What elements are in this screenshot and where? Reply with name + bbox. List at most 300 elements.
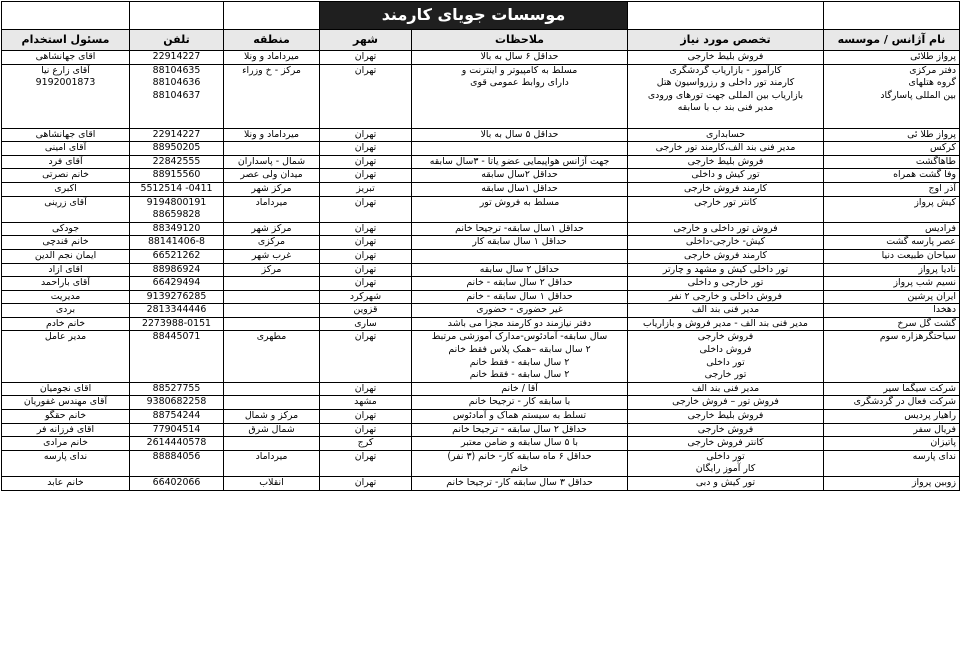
contact-cell <box>2 304 130 318</box>
city-cell <box>320 331 412 382</box>
region-cell <box>224 249 320 263</box>
region-cell <box>224 382 320 396</box>
cell-line: با ۵ سال سابقه و ضامن معتبر <box>461 437 578 449</box>
cell-line <box>827 357 956 370</box>
phone-cell <box>130 236 224 250</box>
cell-line: فریال سفر <box>913 423 956 435</box>
region-cell <box>224 142 320 156</box>
cell-line: تهران <box>354 277 377 289</box>
table-row <box>2 410 960 424</box>
cell-line: طاهاگشت <box>915 155 956 167</box>
cell-line: فروش تور – فروش خارجی <box>672 396 779 408</box>
cell-line: اقای فرزانه فر <box>36 423 95 435</box>
cell-line <box>415 142 624 155</box>
cell-line: مرکزی <box>257 236 286 248</box>
table-row <box>2 290 960 304</box>
cell-line: خانم قندچی <box>42 236 89 248</box>
notes-cell <box>412 155 628 169</box>
notes-cell <box>412 317 628 331</box>
notes-cell <box>412 277 628 291</box>
cell-line: 22914227 <box>152 51 201 62</box>
notes-cell <box>412 437 628 451</box>
cell-line: 2273988-0151 <box>142 317 211 329</box>
cell-line: کانتر فروش خارجی <box>687 437 764 449</box>
cell-line: تور کیش و داخلی <box>691 169 760 181</box>
agency-cell <box>824 304 960 318</box>
cell-line: خانم نصرتی <box>42 169 89 181</box>
cell-line: دفتر مرکزی <box>909 64 956 76</box>
cell-line: گروه هتلهای <box>908 77 956 89</box>
cell-line: حداقل ۲ سال سابقه - ترجیحا خانم <box>452 423 587 435</box>
city-cell <box>320 304 412 318</box>
contact-cell <box>2 236 130 250</box>
phone-cell <box>130 331 224 382</box>
region-cell <box>224 128 320 142</box>
table-row <box>2 477 960 491</box>
cell-line: تهران <box>354 450 377 462</box>
table-row <box>2 51 960 65</box>
city-cell <box>320 169 412 183</box>
table-row <box>2 222 960 236</box>
contact-cell <box>2 128 130 142</box>
cell-line: نسیم شب پرواز <box>893 277 956 289</box>
cell-line: آقا / خانم <box>501 382 538 394</box>
table-row <box>2 396 960 410</box>
cell-line: تهران <box>354 249 377 261</box>
phone-cell <box>130 64 224 128</box>
city-cell <box>320 128 412 142</box>
city-cell <box>320 64 412 128</box>
city-cell <box>320 277 412 291</box>
contact-cell <box>2 410 130 424</box>
cell-line: تسلط به سیستم هماک و آمادئوس <box>452 410 587 422</box>
cell-line: فروش بلیط خارجی <box>687 410 764 422</box>
table-row <box>2 249 960 263</box>
cell-line: آقای مهندس غفوریان <box>23 396 108 408</box>
cell-line: فروش بلیط خارجی <box>687 51 764 62</box>
specialty-cell <box>628 450 824 476</box>
cell-line: مدیر فنی بند ب با سابقه <box>677 102 774 114</box>
cell-line: تهران <box>354 477 377 488</box>
cell-line: بین المللی پاسارگاد <box>880 89 956 101</box>
agency-cell <box>824 450 960 476</box>
agency-cell <box>824 263 960 277</box>
specialty-cell <box>628 396 824 410</box>
table-row <box>2 169 960 183</box>
city-cell <box>320 423 412 437</box>
cell-line: تهران <box>354 51 377 62</box>
cell-line: تور کیش و دبی <box>695 477 756 488</box>
cell-line: سیاحان طبیعت دنیا <box>881 249 956 261</box>
agency-cell <box>824 222 960 236</box>
region-cell <box>224 317 320 331</box>
cell-line: انقلاب <box>259 477 284 488</box>
cell-line: اقای نجومیان <box>39 382 92 394</box>
cell-line: عصر پارسه گشت <box>886 236 956 248</box>
cell-line: کیش- خارجی-داخلی <box>685 236 766 248</box>
cell-line: سال سابقه- آمادئوس-مدارک آموزشی مرتبط <box>431 331 608 343</box>
specialty-cell <box>628 222 824 236</box>
cell-line: فرادیس <box>925 222 956 234</box>
cell-line: زوبین پرواز <box>911 477 956 488</box>
city-cell <box>320 222 412 236</box>
specialty-cell <box>628 423 824 437</box>
cell-line: قزوین <box>353 304 378 316</box>
phone-cell <box>130 182 224 196</box>
cell-line: مدیر فنی بند الف - مدیر فروش و بازاریاب <box>643 317 808 329</box>
table-row <box>2 423 960 437</box>
cell-line: اکبری <box>54 182 77 194</box>
specialty-cell <box>628 155 824 169</box>
agencies-table <box>1 1 960 491</box>
cell-line: شمال - پاسداران <box>237 155 306 167</box>
specialty-cell <box>628 236 824 250</box>
phone-cell <box>130 290 224 304</box>
cell-line: غیر حضوری - حضوری <box>476 304 563 316</box>
title-blank-cell <box>224 2 320 30</box>
table-row <box>2 236 960 250</box>
contact-cell <box>2 222 130 236</box>
table-row <box>2 437 960 451</box>
region-cell <box>224 290 320 304</box>
cell-line: مطهری <box>256 331 287 343</box>
city-cell <box>320 182 412 196</box>
cell-line: 88104635 <box>152 64 201 76</box>
cell-line: 22842555 <box>152 155 201 167</box>
cell-line: شرکت سیگما سیر <box>883 382 956 394</box>
region-cell <box>224 304 320 318</box>
cell-line: 88349120 <box>152 222 201 234</box>
cell-line: نادیا پرواز <box>918 263 956 275</box>
cell-line: 88950205 <box>152 142 201 154</box>
cell-line: تهران <box>354 263 377 275</box>
region-cell <box>224 331 320 382</box>
cell-line: مسلط به فروش تور <box>479 196 560 208</box>
cell-line: ندای پارسه <box>912 450 956 462</box>
header-contact: مسئول استخدام <box>2 30 130 51</box>
contact-cell <box>2 437 130 451</box>
cell-line: شمال شرق <box>248 423 295 435</box>
phone-cell <box>130 155 224 169</box>
table-row <box>2 182 960 196</box>
cell-line: 88445071 <box>152 331 201 343</box>
cell-line: 88527755 <box>152 382 201 394</box>
notes-cell <box>412 410 628 424</box>
cell-line: کارآموز - بازاریاب گردشگری <box>669 64 782 76</box>
cell-line: 9192001873 <box>35 77 96 89</box>
cell-line: کرج <box>357 437 374 449</box>
cell-line: شهرکرد <box>349 290 382 302</box>
agency-cell <box>824 169 960 183</box>
contact-cell <box>2 249 130 263</box>
cell-line: فروش بلیط خارجی <box>687 155 764 167</box>
cell-line: مرکز شهر <box>251 222 292 234</box>
region-cell <box>224 450 320 476</box>
phone-cell <box>130 249 224 263</box>
cell-line: 66402066 <box>152 477 201 488</box>
agency-cell <box>824 142 960 156</box>
cell-line: ۲ سال سابقه –همک پلاس فقط خانم <box>448 344 591 356</box>
phone-cell <box>130 396 224 410</box>
cell-line: میرداماد <box>255 450 288 462</box>
table-row <box>2 331 960 382</box>
header-notes: ملاحظات <box>412 30 628 51</box>
phone-cell <box>130 477 224 491</box>
cell-line: مدیر عامل <box>44 331 87 343</box>
contact-cell <box>2 382 130 396</box>
cell-line <box>227 277 316 290</box>
cell-line: حداقل ۱ سال سابقه - خانم <box>466 290 573 302</box>
cell-line: تهران <box>354 142 377 154</box>
cell-line: حسابداری <box>705 128 745 140</box>
cell-line: میدان ولی عصر <box>240 169 303 181</box>
specialty-cell <box>628 382 824 396</box>
contact-cell <box>2 317 130 331</box>
region-cell <box>224 182 320 196</box>
cell-line: کرکس <box>929 142 956 154</box>
cell-line: آقای باراحمد <box>41 277 90 289</box>
notes-cell <box>412 169 628 183</box>
phone-cell <box>130 317 224 331</box>
notes-cell <box>412 450 628 476</box>
specialty-cell <box>628 290 824 304</box>
header-city: شهر <box>320 30 412 51</box>
cell-line: خانم <box>510 463 529 475</box>
specialty-cell <box>628 317 824 331</box>
cell-line: مشهد <box>354 396 377 408</box>
cell-line: 88141406-8 <box>147 236 206 248</box>
cell-line: با سابقه کار - ترجیحا خانم <box>468 396 571 408</box>
cell-line: 66429494 <box>152 277 201 289</box>
cell-line: پاتیزان <box>930 437 956 449</box>
cell-line: تهران <box>354 410 377 422</box>
specialty-cell <box>628 437 824 451</box>
cell-line <box>227 383 316 396</box>
cell-line: کارمند تور داخلی و رزرواسیون هتل <box>656 77 795 89</box>
cell-line <box>227 437 316 450</box>
specialty-cell <box>628 64 824 128</box>
cell-line: خانم خادم <box>45 317 86 329</box>
agency-cell <box>824 410 960 424</box>
cell-line: اقای جهانشاهی <box>35 51 96 62</box>
cell-line: ایران پرشین <box>907 290 956 302</box>
phone-cell <box>130 142 224 156</box>
cell-line: حداقل ۶ ماه سابقه کار- خانم (۳ نفر) <box>447 450 592 462</box>
specialty-cell <box>628 182 824 196</box>
city-cell <box>320 382 412 396</box>
region-cell <box>224 477 320 491</box>
cell-line: حداقل ۲ سال سابقه - خانم <box>466 277 573 289</box>
cell-line: بازاریاب بین المللی جهت تورهای ورودی <box>647 89 804 101</box>
title-blank-cell <box>628 2 824 30</box>
region-cell <box>224 263 320 277</box>
cell-line: حداقل ۵ سال به بالا <box>480 128 559 140</box>
table-row <box>2 142 960 156</box>
phone-cell <box>130 169 224 183</box>
contact-cell <box>2 155 130 169</box>
title-blank-cell <box>824 2 960 30</box>
notes-cell <box>412 290 628 304</box>
cell-line <box>827 344 956 357</box>
cell-line: مسلط به کامپیوتر و اینترنت و <box>461 64 578 76</box>
contact-cell <box>2 196 130 222</box>
city-cell <box>320 437 412 451</box>
cell-line: مرکز - خ وزراء <box>242 64 301 76</box>
phone-cell <box>130 222 224 236</box>
notes-cell <box>412 182 628 196</box>
city-cell <box>320 236 412 250</box>
cell-line: مرکز شهر <box>251 182 292 194</box>
specialty-cell <box>628 410 824 424</box>
cell-line: میرداماد و ونلا <box>243 51 300 62</box>
contact-cell <box>2 64 130 128</box>
header-phone: تلفن <box>130 30 224 51</box>
cell-line: بردی <box>55 304 76 316</box>
contact-cell <box>2 423 130 437</box>
contact-cell <box>2 182 130 196</box>
cell-line: شرکت فعال در گردشگری <box>853 396 956 408</box>
specialty-cell <box>628 51 824 65</box>
header-row <box>2 30 960 51</box>
contact-cell <box>2 396 130 410</box>
specialty-cell <box>628 331 824 382</box>
cell-line: پرواز طلا ئی <box>907 128 956 140</box>
job-listings-sheet <box>1 1 959 663</box>
region-cell <box>224 277 320 291</box>
specialty-cell <box>628 477 824 491</box>
cell-line: خانم حقگو <box>44 410 87 422</box>
cell-line <box>827 115 956 128</box>
cell-line: جهت آژانس هواپیمایی عضو یاتا - ۳سال سابقه <box>429 155 610 167</box>
table-row <box>2 64 960 128</box>
cell-line <box>227 318 316 331</box>
agency-cell <box>824 128 960 142</box>
header-agency: نام آژانس / موسسه <box>824 30 960 51</box>
cell-line: فروش داخلی <box>699 344 752 356</box>
cell-line: غرب شهر <box>251 249 292 261</box>
table-row <box>2 382 960 396</box>
cell-line: حداقل ۲سال سابقه <box>481 169 558 181</box>
table-row <box>2 277 960 291</box>
cell-line: فروش داخلی و خارجی ۲ نفر <box>669 290 782 302</box>
cell-line: مدیریت <box>50 290 81 302</box>
agency-cell <box>824 236 960 250</box>
cell-line: ایمان نجم الدین <box>34 249 97 261</box>
cell-line: تهران <box>354 423 377 435</box>
cell-line: خانم عابد <box>47 477 84 488</box>
cell-line <box>827 463 956 476</box>
notes-cell <box>412 304 628 318</box>
city-cell <box>320 155 412 169</box>
cell-line: 9380682258 <box>146 396 207 408</box>
cell-line: میرداماد و ونلا <box>243 128 300 140</box>
phone-cell <box>130 450 224 476</box>
cell-line: 9139276285 <box>146 290 207 302</box>
notes-cell <box>412 396 628 410</box>
contact-cell <box>2 290 130 304</box>
city-cell <box>320 142 412 156</box>
table-row <box>2 450 960 476</box>
contact-cell <box>2 263 130 277</box>
specialty-cell <box>628 277 824 291</box>
phone-cell <box>130 263 224 277</box>
cell-line: دهخدا <box>933 304 956 316</box>
agency-cell <box>824 249 960 263</box>
cell-line: کارمند فروش خارجی <box>684 249 767 261</box>
specialty-cell <box>628 263 824 277</box>
region-cell <box>224 169 320 183</box>
cell-line: تهران <box>354 64 377 76</box>
cell-line: تور داخلی کیش و مشهد و چارتر <box>662 263 789 275</box>
cell-line: حداقل ۲ سال سابقه <box>479 263 560 275</box>
cell-line: آذر اوج <box>928 182 956 194</box>
cell-line: اقای ازاد <box>48 263 83 275</box>
cell-line: تهران <box>354 169 377 181</box>
cell-line: 66521262 <box>152 249 201 261</box>
region-cell <box>224 437 320 451</box>
cell-line: ندای پارسه <box>43 450 88 462</box>
cell-line <box>827 102 956 115</box>
table-row <box>2 304 960 318</box>
contact-cell <box>2 169 130 183</box>
cell-line: تهران <box>354 222 377 234</box>
cell-line: سیاحتگرهزاره سوم <box>879 331 956 343</box>
cell-line: 77904514 <box>152 423 201 435</box>
cell-line <box>827 209 956 222</box>
cell-line: 88986924 <box>152 263 201 275</box>
cell-line: 88884056 <box>152 450 201 462</box>
cell-line <box>415 250 624 263</box>
region-cell <box>224 196 320 222</box>
cell-line: دارای روابط عمومی قوی <box>470 77 569 89</box>
cell-line: 88754244 <box>152 410 201 422</box>
city-cell <box>320 450 412 476</box>
region-cell <box>224 410 320 424</box>
city-cell <box>320 477 412 491</box>
cell-line: تبریز <box>356 182 375 194</box>
cell-line: آقای زارع نیا <box>41 64 90 76</box>
notes-cell <box>412 51 628 65</box>
cell-line: وفا گشت همراه <box>893 169 956 181</box>
specialty-cell <box>628 249 824 263</box>
cell-line: تهران <box>354 128 377 140</box>
contact-cell <box>2 277 130 291</box>
table-row <box>2 155 960 169</box>
table-body <box>2 51 960 491</box>
cell-line: آقای امینی <box>44 142 87 154</box>
cell-line: تور خارجی <box>704 369 747 381</box>
agency-cell <box>824 331 960 382</box>
header-region: منطقه <box>224 30 320 51</box>
phone-cell <box>130 423 224 437</box>
cell-line: تور داخلی <box>706 450 745 462</box>
table-row <box>2 128 960 142</box>
agency-cell <box>824 382 960 396</box>
cell-line: حداقل ۱ سال سابقه کار <box>472 236 567 248</box>
agency-cell <box>824 477 960 491</box>
cell-line: 88104636 <box>152 77 201 89</box>
cell-line: کارمند فروش خارجی <box>684 182 767 194</box>
cell-line: حداقل ۱سال سابقه- ترجیحا خانم <box>455 222 584 234</box>
cell-line: ۲ سال سابقه - فقط خانم <box>469 369 570 381</box>
agency-cell <box>824 277 960 291</box>
region-cell <box>224 236 320 250</box>
phone-cell <box>130 196 224 222</box>
cell-line: 88659828 <box>152 209 201 221</box>
title-blank-cell <box>130 2 224 30</box>
city-cell <box>320 51 412 65</box>
cell-line: دفتر نیازمند دو کارمند مجزا می باشد <box>447 317 592 329</box>
